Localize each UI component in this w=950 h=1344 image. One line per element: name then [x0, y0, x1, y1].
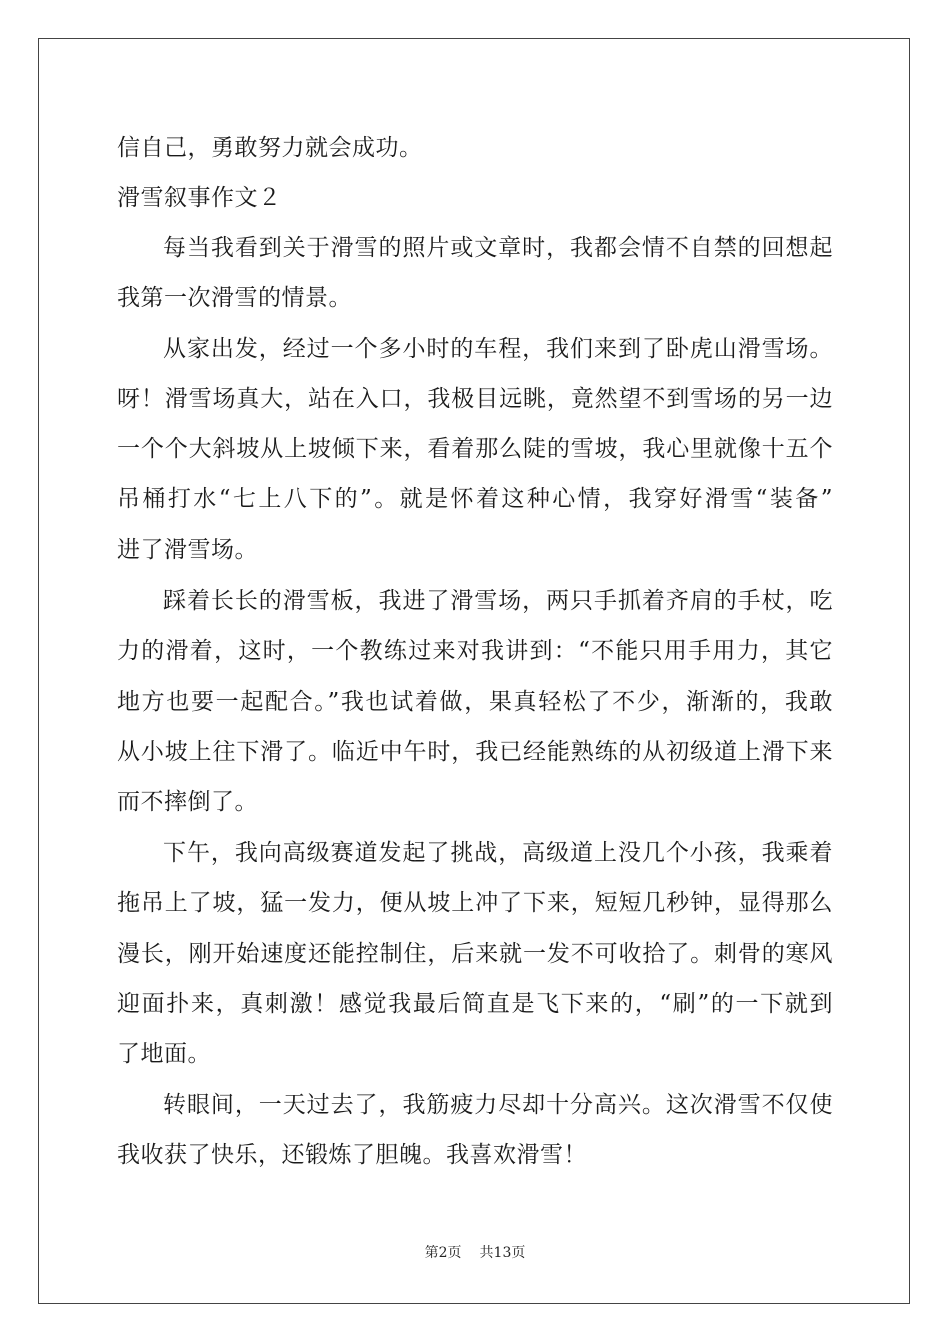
text-line: 漫长，刚开始速度还能控制住，后来就一发不可收拾了。刺骨的寒风	[117, 941, 833, 967]
text-line: 转眼间，一天过去了，我筋疲力尽却十分高兴。这次滑雪不仅使	[163, 1092, 833, 1118]
page-total: 共13页	[479, 1245, 526, 1261]
text-line: 下午，我向高级赛道发起了挑战，高级道上没几个小孩，我乘着	[163, 840, 833, 866]
text-line: 了地面。	[117, 1041, 211, 1067]
text-line: 呀！滑雪场真大，站在入口，我极目远眺，竟然望不到雪场的另一边	[117, 386, 833, 412]
text-line: 从家出发，经过一个多小时的车程，我们来到了卧虎山滑雪场。	[163, 336, 833, 362]
text-line: 从小坡上往下滑了。临近中午时，我已经能熟练的从初级道上滑下来	[117, 739, 833, 765]
text-line: 而不摔倒了。	[117, 789, 258, 815]
text-line: 迎面扑来，真刺激！感觉我最后简直是飞下来的，“刷”的一下就到	[117, 991, 833, 1017]
text-line: 我第一次滑雪的情景。	[117, 285, 352, 311]
text-line: 进了滑雪场。	[117, 537, 258, 563]
text-line: 力的滑着，这时，一个教练过来对我讲到：“不能只用手用力，其它	[117, 638, 833, 664]
text-line: 地方也要一起配合。”我也试着做，果真轻松了不少，渐渐的，我敢	[117, 689, 833, 715]
page-number: 第2页	[424, 1245, 462, 1261]
text-line: 信自己，勇敢努力就会成功。	[117, 135, 423, 161]
text-line: 吊桶打水“七上八下的”。就是怀着这种心情，我穿好滑雪“装备”	[117, 486, 833, 512]
text-line: 拖吊上了坡，猛一发力，便从坡上冲了下来，短短几秒钟，显得那么	[117, 890, 833, 916]
essay-title: 滑雪叙事作文２	[117, 185, 282, 211]
text-line: 踩着长长的滑雪板，我进了滑雪场，两只手抓着齐肩的手杖，吃	[163, 588, 833, 614]
text-line: 一个个大斜坡从上坡倾下来，看着那么陡的雪坡，我心里就像十五个	[117, 436, 833, 462]
text-line: 每当我看到关于滑雪的照片或文章时，我都会情不自禁的回想起	[163, 235, 833, 261]
text-line: 我收获了快乐，还锻炼了胆魄。我喜欢滑雪！	[117, 1142, 587, 1168]
page-footer	[0, 1243, 950, 1263]
